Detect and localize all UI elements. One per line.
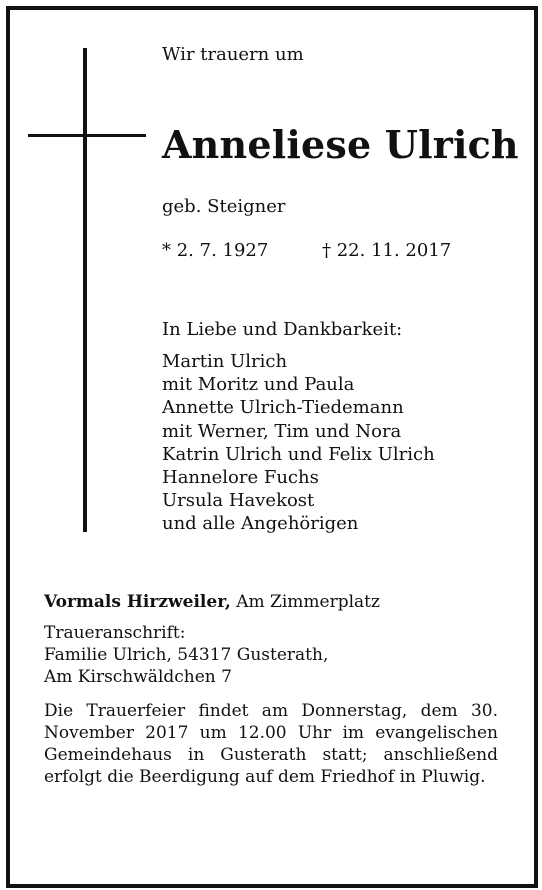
deceased-name: Anneliese Ulrich [162,122,519,167]
cross-symbol-vertical [83,48,87,532]
address-label: Traueranschrift: [44,623,186,643]
formerly-line [44,592,380,612]
intro-text: Wir trauern um [162,44,304,65]
birth-date: * 2. 7. 1927 [162,240,269,261]
mourner-line: mit Moritz und Paula [162,374,355,396]
mourners-heading: In Liebe und Dankbarkeit: [162,319,403,340]
maiden-name: geb. Steigner [162,196,286,217]
death-date: † 22. 11. 2017 [322,240,452,261]
mourner-line: mit Werner, Tim und Nora [162,420,402,442]
address-line: Am Kirschwäldchen 7 [44,667,232,687]
mourners-list [162,350,435,536]
mourner-line: Hannelore Fuchs [162,467,319,489]
mourner-line: Katrin Ulrich und Felix Ulrich [162,443,435,465]
mourner-line: Ursula Havekost [162,490,315,512]
mourner-line: Annette Ulrich-Tiedemann [162,397,404,419]
address-line: Familie Ulrich, 54317 Gusterath, [44,645,329,665]
formerly-label: Vormals Hirzweiler, [44,592,231,612]
mourner-line: und alle Angehörigen [162,513,359,535]
mourning-address [44,622,328,688]
cross-symbol-horizontal [28,134,146,137]
service-details: Die Trauerfeier findet am Donnerstag, dem 30. November 2017 um 12.00 Uhr im evangelischen Gemeindehaus in Gusterath statt; anschließend erfolgt die Beerdigung auf dem Friedhof in Pluwig. [44,701,498,787]
mourner-line: Martin Ulrich [162,351,288,372]
formerly-place: Am Zimmerplatz [230,592,380,612]
